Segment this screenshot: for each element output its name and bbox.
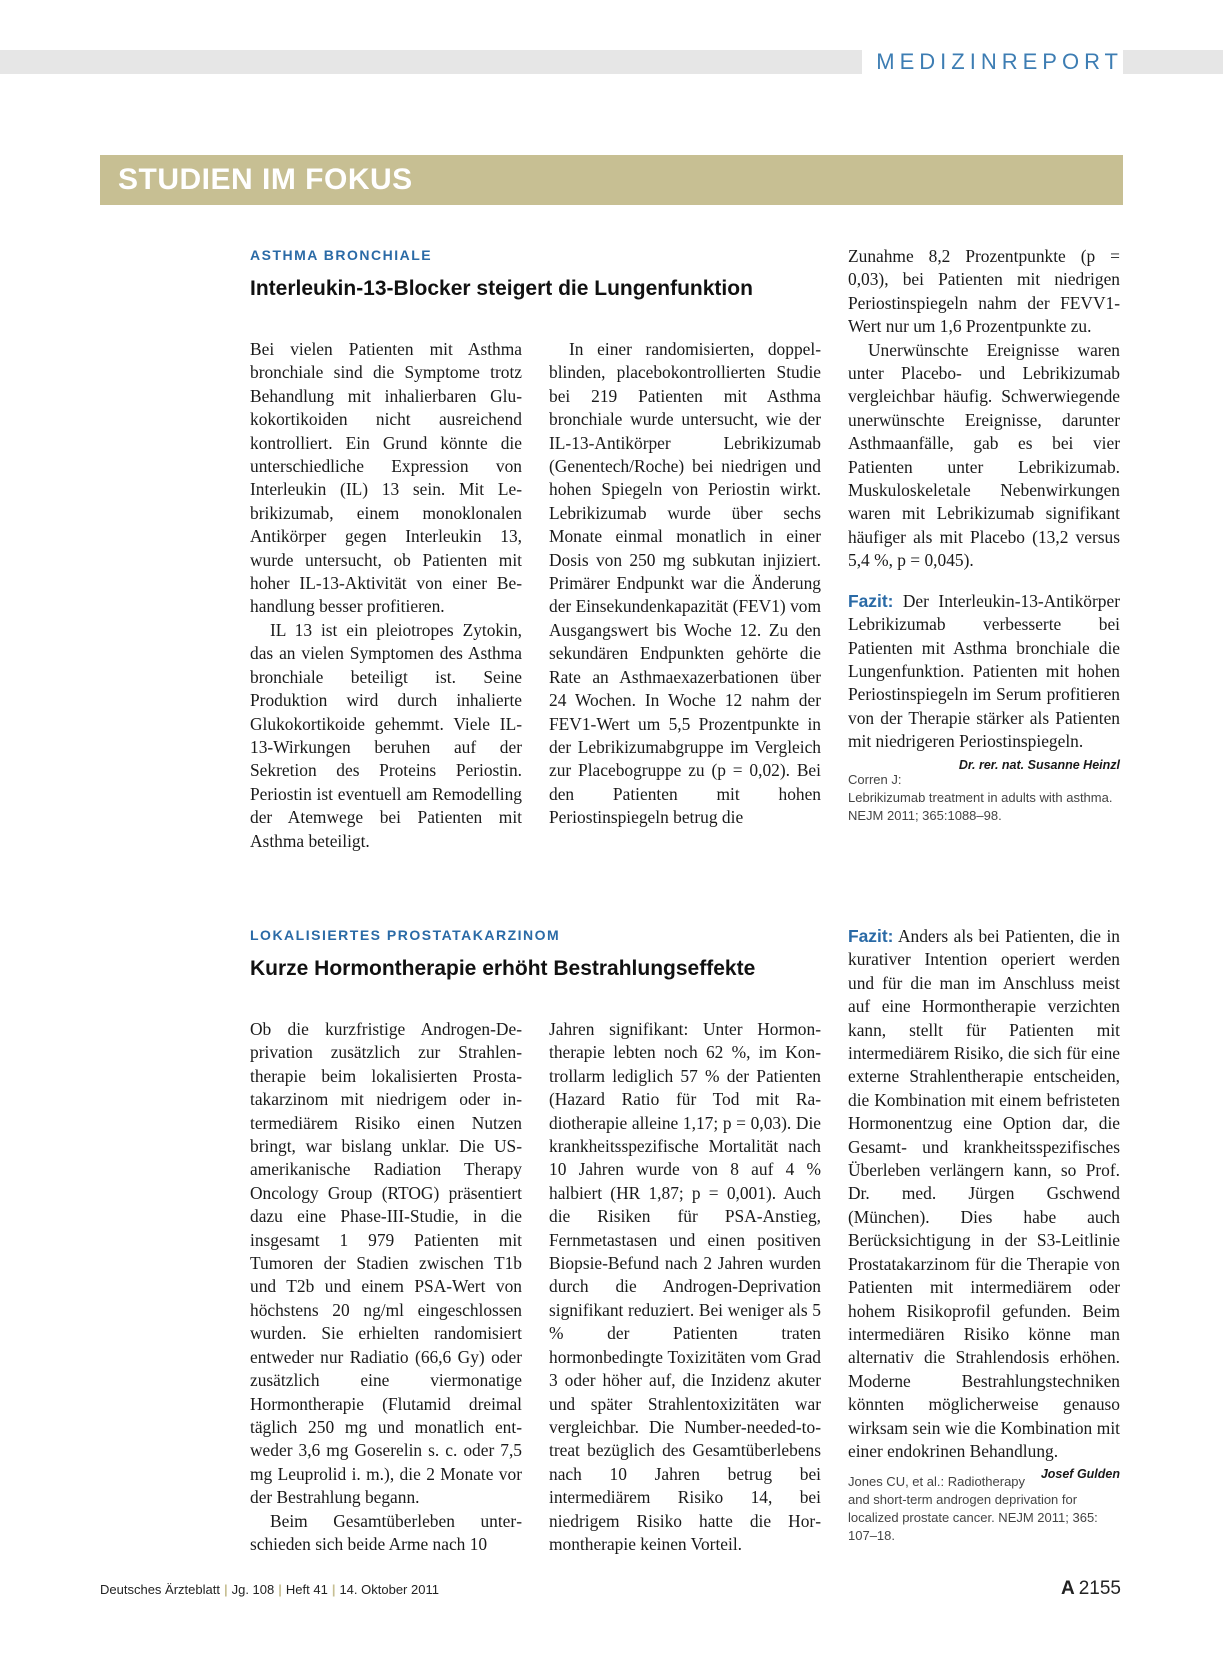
paragraph: Bei vielen Patienten mit Asthma bronchiale sind die Symptome trotz Behandlung mit inhalierbaren Glukokortikoiden nicht ausreichend kontrolliert. Ein Grund könnte die unterschiedliche Expression von Interleukin (IL) 13 sein. Mit Lebrikizumab, einem monoklonalen Antikörper gegen Interleukin 13, wurde untersucht, ob Patienten mit hoher IL-13-Aktivität von einer Behandlung besser profitieren. [250,339,522,617]
footer: Deutsches Ärzteblatt | Jg. 108 | Heft 41 | 14. Oktober 2011 [100,1582,439,1597]
fazit [848,925,1120,1482]
article1-column-2 [549,338,821,830]
article2-column-3 [848,925,1120,1545]
article2-column-1 [250,1018,522,1556]
fazit-text: Der Interleukin-13-Antikörper Lebrikizumab verbesserte bei Patienten mit Asthma bronchiale die Lungenfunktion. Patienten mit hohen Periostinspiegeln im Serum profitieren von der Therapie stärker als Patienten mit niedrigeren Periostinspiegeln. [848,590,1120,752]
article2-kicker: LOKALISIERTES PROSTATAKARZINOM [250,927,561,943]
fazit-label: Fazit: [848,926,894,946]
paragraph: Beim Gesamtüberleben unterschieden sich beide Arme nach 10 [250,1510,522,1554]
paragraph: Zunahme 8,2 Prozentpunkte (p = 0,03), bei Patienten mit niedrigen Periostinspiegeln nahm der FEVV1-Wert nur um 1,6 Prozentpunkte zu. [848,246,1120,337]
article1-column-1 [250,338,522,853]
journal-name: Deutsches Ärzteblatt [100,1582,220,1597]
fazit-text: Anders als bei Patienten, die in kurativer Intention operiert werden und für die man im Anschluss meist auf eine Hormontherapie verzichten kann, stellt für Patienten mit intermediärem Risiko, die sich für eine externe Strahlentherapie entscheiden, die Kombination mit einem befristeten Hormonentzug eine Option dar, die Gesamt- und krankheitsspezifisches Überleben verlängern kann, so Prof. Dr. med. Jürgen Gschwend (München). Dies habe auch Berücksichtigung in der S3-Leitlinie Prostatakarzinom für die Therapie von Patienten mit intermediärem oder hohem Risikoprofil gefunden. Beim intermediären Risiko könne man alternativ die Strahlendosis erhöhen. Moderne Bestrahlungstechniken könnten möglicherweise genauso wirksam sein wie die Kombination mit einer endokrinen Behandlung. [848,926,1120,1461]
author: Dr. rer. nat. Susanne Heinzl [958,757,1120,772]
section-banner: STUDIEN IM FOKUS [100,155,1123,205]
paragraph: Unerwünschte Ereignisse waren unter Placebo- und Lebrikizumab vergleichbar häufig. Schwerwiegende unerwünschte Ereignisse, darunter Asthmaanfälle, gab es bei vier Patienten unter Lebrikizumab. Muskuloskeletale Nebenwirkungen waren mit Lebrikizumab signifikant häufiger als mit Placebo (13,2 versus 5,4 %, p = 0,045). [848,339,1120,571]
article2-column-2 [549,1018,821,1556]
paragraph: IL 13 ist ein pleiotropes Zytokin, das an vielen Symptomen des Asthma bronchiale beteiligt ist. Seine Produktion wird durch inhalierte Glukokortikoide gehemmt. Viele IL-13-Wirkungen beruhen auf der Sekretion des Proteins Periostin. Periostin ist eventuell am Remodelling der Atemwege bei Patienten mit Asthma beteiligt. [250,619,522,851]
paragraph: In einer randomisierten, doppelblinden, placebokontrollierten Studie bei 219 Patienten mit Asthma bronchiale wurde untersucht, wie der IL-13-Antikörper Lebrikizumab (Genentech/Roche) bei niedrigen und hohen Spiegeln von Periostin wirkt. Lebrikizumab wurde über sechs Monate einmal monatlich in einer Dosis von 250 mg subkutan injiziert. Primärer Endpunkt war die Änderung der Einsekundenkapazität (FEV1) vom Ausgangswert bis Woche 12. Zu den sekundären Endpunkten gehörte die Rate an Asthmaexazerbationen über 24 Wochen. In Woche 12 nahm der FEV1-Wert um 5,5 Prozentpunkte in der Lebrikizumabgruppe im Vergleich zur Placebogruppe zu (p = 0,02). Bei den Patienten mit hohen Periostinspiegeln betrug die [549,339,821,828]
article1-column-3 [848,245,1120,825]
page-prefix: A [1060,1578,1075,1599]
volume: Jg. 108 [231,1582,275,1597]
page-number-value: 2155 [1078,1578,1121,1599]
issue: Heft 41 [285,1582,328,1597]
date: 14. Oktober 2011 [339,1582,439,1597]
paragraph: Jahren signifikant: Unter Hormontherapie lebten noch 62 %, im Kontrollarm lediglich 57 % der Patienten (Hazard Ratio für Tod mit Radiotherapie alleine 1,17; p = 0,03). Die krankheitsspezifische Mortalität nach 10 Jahren wurde von 8 auf 4 % halbiert (HR 1,87; p = 0,001). Auch die Risiken für PSA-Anstieg, Fernmetastasen und einen positiven Biopsie-Befund nach 2 Jahren wurden durch die Androgen-Deprivation signifikant reduziert. Bei weniger als 5 % der Patienten traten hormonbedingte Toxizitäten vom Grad 3 oder höher auf, die Inzidenz akuter und später Strahlentoxizitäten war vergleichbar. Die Number-needed-to-treat bezüglich des Gesamtüberlebens nach 10 Jahren betrug bei intermediärem Risiko 14, bei niedrigem Risiko hatte die Hormontherapie keinen Vorteil. [549,1019,821,1554]
article1-headline: Interleukin-13-Blocker steigert die Lungenfunktion [250,277,753,300]
fazit-label: Fazit: [848,590,894,611]
paragraph: Ob die kurzfristige Androgen-Deprivation zusätzlich zur Strahlentherapie beim lokalisierten Prostatakarzinom mit niedrigem oder intermediärem Risiko einen Nutzen bringt, war bislang unklar. Die US-amerikanische Radiation Therapy Oncology Group (RTOG) präsentiert dazu eine Phase-III-Studie, in die insgesamt 1 979 Patienten mit Tumoren der Stadien zwischen T1b und T2b und einem PSA-Wert von höchstens 20 ng/ml eingeschlossen wurden. Sie erhielten randomisiert entweder nur Radiatio (66,6 Gy) oder zusätzlich eine viermonatige Hormontherapie (Flutamid dreimal täglich 250 mg und monatlich entweder 3,6 mg Goserelin s. c. oder 7,5 mg Leuprolid i. m.), die 2 Monate vor der Bestrahlung begann. [250,1019,522,1508]
fazit [848,590,1120,772]
author: Josef Gulden [1040,1467,1120,1482]
section-label: MEDIZINREPORT [862,49,1123,75]
article2-headline: Kurze Hormontherapie erhöht Bestrahlungseffekte [250,957,756,980]
reference: Corren J: Lebrikizumab treatment in adults with asthma. NEJM 2011; 365:1088–98. [848,771,1113,823]
reference: Jones CU, et al.: Radiotherapy and short-term androgen deprivation for localized prostate cancer. NEJM 2011; 365: 107–18. [848,1474,1098,1544]
page-number [1061,1578,1121,1600]
article1-kicker: ASTHMA BRONCHIALE [250,247,433,263]
